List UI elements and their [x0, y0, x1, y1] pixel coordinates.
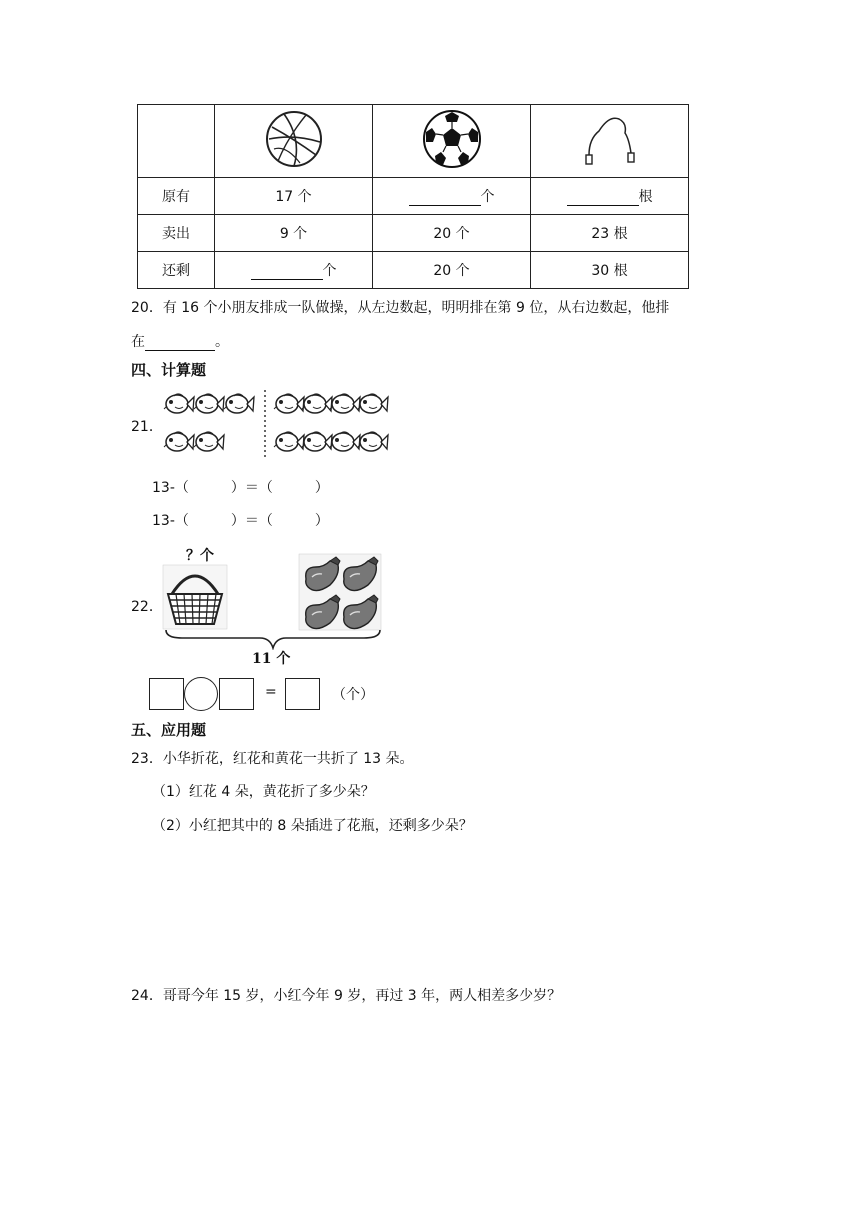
fish-group-icon	[162, 388, 390, 460]
basketball-cell	[215, 105, 373, 178]
q20-prefix: 在	[131, 334, 145, 350]
unit-label: 根	[638, 189, 653, 205]
equals-sign: =	[265, 684, 277, 700]
table-cell: 20 个	[373, 215, 531, 252]
q20-line2	[131, 331, 229, 351]
table-cell: 30 根	[531, 252, 689, 289]
basketball-icon	[264, 109, 324, 169]
answer-blank[interactable]	[251, 264, 323, 280]
row-label: 原有	[138, 178, 215, 215]
table-row	[138, 178, 689, 215]
q21-number: 21．	[131, 419, 163, 435]
table-cell	[215, 252, 373, 289]
answer-box-result[interactable]	[285, 678, 320, 710]
table-row	[138, 252, 689, 289]
answer-box-2[interactable]	[219, 678, 254, 710]
soccer-ball-icon	[421, 108, 483, 170]
total-brace	[162, 628, 384, 650]
soccer-ball-cell	[373, 105, 531, 178]
basket-icon	[162, 564, 228, 630]
answer-box-1[interactable]	[149, 678, 184, 710]
unit-label: 个	[480, 189, 495, 205]
section-title-application: 五、应用题	[131, 721, 207, 739]
answer-blank[interactable]	[409, 190, 481, 206]
sales-table	[137, 104, 689, 289]
answer-blank[interactable]	[567, 190, 639, 206]
q20-suffix: 。	[215, 334, 229, 350]
jump-rope-cell	[531, 105, 689, 178]
unit-label: 个	[322, 263, 337, 279]
q24-stem: 24．哥哥今年 15 岁，小红今年 9 岁，再过 3 年，两人相差多少岁？	[131, 988, 562, 1004]
q20-line1: 20．有 16 个小朋友排成一队做操，从左边数起，明明排在第 9 位，从右边数起，他排	[131, 300, 670, 316]
q23-stem: 23．小华折花，红花和黄花一共折了 13 朵。	[131, 751, 414, 767]
operator-circle[interactable]	[184, 677, 218, 711]
table-cell: 9 个	[215, 215, 373, 252]
table-cell: 17 个	[215, 178, 373, 215]
unit-label: （个）	[332, 687, 374, 703]
q21-equation-2[interactable]: 13-（ ）＝（ ）	[152, 513, 329, 529]
q21-equation-1[interactable]: 13-（ ）＝（ ）	[152, 480, 329, 496]
header-empty-cell	[138, 105, 215, 178]
row-label: 卖出	[138, 215, 215, 252]
eggplant-group-icon	[298, 553, 382, 631]
table-row	[138, 215, 689, 252]
total-count-label: 11 个	[252, 651, 291, 667]
section-title-calculation: 四、计算题	[131, 361, 207, 379]
table-cell: 20 个	[373, 252, 531, 289]
q23-part1: （1）红花 4 朵，黄花折了多少朵？	[152, 784, 375, 800]
q23-part2: （2）小红把其中的 8 朵插进了花瓶，还剩多少朵？	[152, 818, 473, 834]
table-cell	[531, 178, 689, 215]
jump-rope-icon	[575, 109, 645, 169]
table-cell	[373, 178, 531, 215]
answer-blank[interactable]	[145, 335, 215, 351]
row-label: 还剩	[138, 252, 215, 289]
question-count-label: ？个	[186, 548, 214, 564]
table-cell: 23 根	[531, 215, 689, 252]
q22-number: 22．	[131, 599, 163, 615]
